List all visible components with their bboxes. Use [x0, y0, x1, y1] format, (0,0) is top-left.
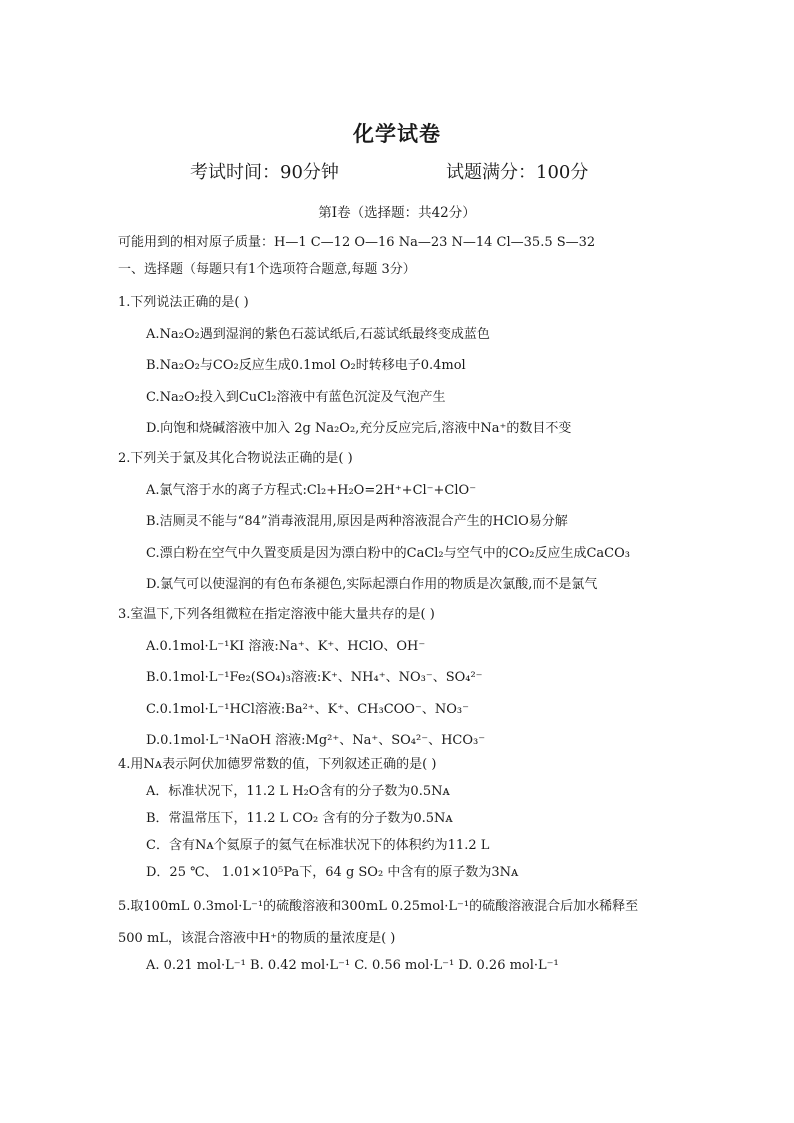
question-4-option-d: D．25 ℃、 1.01×10⁵Pa下，64 g SO₂ 中含有的原子数为3Nᴀ	[146, 865, 519, 880]
question-1-option-c: C.Na₂O₂投入到CuCl₂溶液中有蓝色沉淀及气泡产生	[146, 390, 446, 405]
atomic-masses: 可能用到的相对原子质量：H—1 C—12 O—16 Na—23 N—14 Cl—35.5 S—32	[118, 235, 596, 250]
question-1-stem: 1.下列说法正确的是( )	[118, 295, 249, 310]
question-1-option-b: B.Na₂O₂与CO₂反应生成0.1mol O₂时转移电子0.4mol	[146, 358, 466, 373]
question-3-option-a: A.0.1mol·L⁻¹KI 溶液:Na⁺、K⁺、HClO、OH⁻	[146, 639, 426, 654]
question-1-option-a: A.Na₂O₂遇到湿润的紫色石蕊试纸后,石蕊试纸最终变成蓝色	[146, 327, 490, 342]
question-2-option-b: B.洁厕灵不能与“84”消毒液混用,原因是两种溶液混合产生的HClO易分解	[146, 514, 568, 529]
question-5-options: A. 0.21 mol·L⁻¹ B. 0.42 mol·L⁻¹ C. 0.56 mol·L⁻¹ D. 0.26 mol·L⁻¹	[146, 958, 559, 973]
question-5-stem: 5.取100mL 0.3mol·L⁻¹的硫酸溶液和300mL 0.25mol·L⁻¹的硫酸溶液混合后加水稀释至	[118, 899, 639, 914]
question-3-option-b: B.0.1mol·L⁻¹Fe₂(SO₄)₃溶液:K⁺、NH₄⁺、NO₃⁻、SO₄²⁻	[146, 670, 483, 685]
question-3-stem: 3.室温下,下列各组微粒在指定溶液中能大量共存的是( )	[118, 607, 435, 622]
page-title: 化学试卷	[353, 121, 441, 146]
question-3-option-c: C.0.1mol·L⁻¹HCl溶液:Ba²⁺、K⁺、CH₃COO⁻、NO₃⁻	[146, 702, 469, 717]
question-4-stem: 4.用Nᴀ表示阿伏加德罗常数的值，下列叙述正确的是( )	[118, 757, 437, 772]
part-heading: 一、选择题（每题只有1个选项符合题意,每题 3分）	[118, 262, 416, 277]
full-score: 试题满分：100分	[446, 162, 589, 183]
exam-info	[0, 158, 794, 188]
exam-time: 考试时间：90分钟	[190, 162, 339, 183]
question-2-option-c: C.漂白粉在空气中久置变质是因为漂白粉中的CaCl₂与空气中的CO₂反应生成CaCO₃	[146, 546, 630, 561]
question-3-option-d: D.0.1mol·L⁻¹NaOH 溶液:Mg²⁺、Na⁺、SO₄²⁻、HCO₃⁻	[146, 733, 486, 748]
question-2-option-a: A.氯气溶于水的离子方程式:Cl₂+H₂O=2H⁺+Cl⁻+ClO⁻	[146, 483, 477, 498]
question-5-stem-continued: 500 mL，该混合溶液中H⁺的物质的量浓度是( )	[118, 931, 396, 946]
question-4-option-c: C．含有Nᴀ个氦原子的氦气在标准状况下的体积约为11.2 L	[146, 838, 490, 853]
section-title: 第I卷（选择题：共42分）	[318, 205, 476, 221]
question-4-option-a: A．标准状况下，11.2 L H₂O含有的分子数为0.5Nᴀ	[146, 784, 450, 799]
question-4-option-b: B．常温常压下，11.2 L CO₂ 含有的分子数为0.5Nᴀ	[146, 811, 453, 826]
question-2-option-d: D.氯气可以使湿润的有色布条褪色,实际起漂白作用的物质是次氯酸,而不是氯气	[146, 577, 598, 592]
question-1-option-d: D.向饱和烧碱溶液中加入 2g Na₂O₂,充分反应完后,溶液中Na⁺的数目不变	[146, 421, 572, 436]
question-2-stem: 2.下列关于氯及其化合物说法正确的是( )	[118, 451, 353, 466]
